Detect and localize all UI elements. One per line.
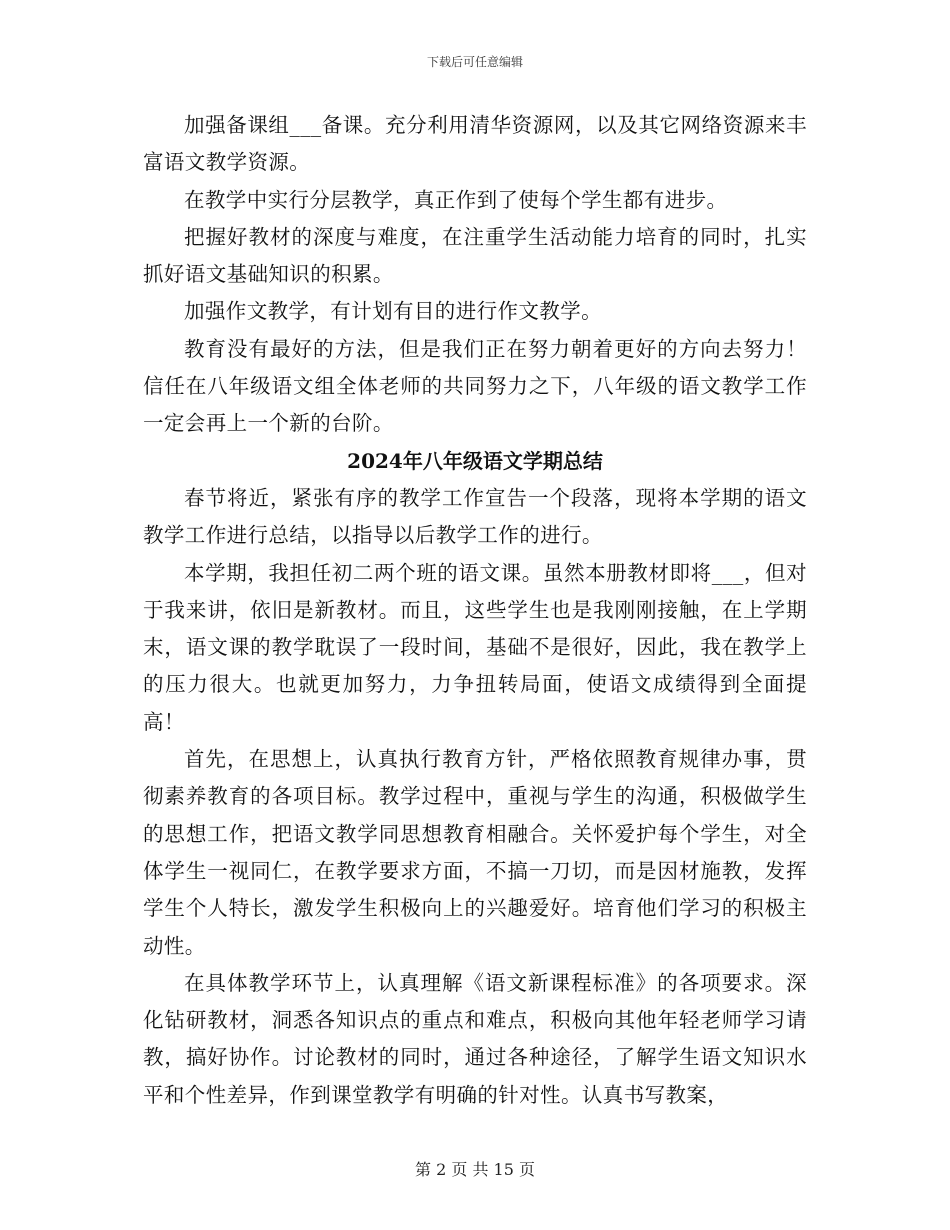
paragraph: 教育没有最好的方法，但是我们正在努力朝着更好的方向去努力！信任在八年级语文组全体老师的共同努力之下，八年级的语文教学工作一定会再上一个新的台阶。 <box>143 336 807 436</box>
paragraph: 春节将近，紧张有序的教学工作宣告一个段落，现将本学期的语文教学工作进行总结，以指导以后教学工作的进行。 <box>143 485 807 548</box>
paragraph: 首先，在思想上，认真执行教育方针，严格依照教育规律办事，贯彻素养教育的各项目标。教学过程中，重视与学生的沟通，积极做学生的思想工作，把语文教学同思想教育相融合。关怀爱护每个学生，对全体学生一视同仁，在教学要求方面，不搞一刀切，而是因材施教，发挥学生个人特长，激发学生积极向上的兴趣爱好。培育他们学习的积极主动性。 <box>143 747 807 958</box>
page-header-note: 下载后可任意编辑 <box>426 55 523 69</box>
paragraph: 把握好教材的深度与难度，在注重学生活动能力培育的同时，扎实抓好语文基础知识的积累。 <box>143 224 807 287</box>
paragraph: 在具体教学环节上，认真理解《语文新课程标准》的各项要求。深化钻研教材，洞悉各知识点的重点和难点，积极向其他年轻老师学习请教，搞好协作。讨论教材的同时，通过各种途径，了解学生语文知识水平和个性差异，作到课堂教学有明确的针对性。认真书写教案， <box>143 970 807 1107</box>
paragraph: 在教学中实行分层教学，真正作到了使每个学生都有进步。 <box>184 187 728 212</box>
paragraph: 本学期，我担任初二两个班的语文课。虽然本册教材即将___，但对于我来讲，依旧是新教材。而且，这些学生也是我刚刚接触，在上学期末，语文课的教学耽误了一段时间，基础不是很好，因此，我在教学上的压力很大。也就更加努力，力争扭转局面，使语文成绩得到全面提高！ <box>143 560 807 734</box>
paragraph: 加强作文教学，有计划有目的进行作文教学。 <box>184 299 602 324</box>
page-number: 第 2 页 共 15 页 <box>415 1160 535 1179</box>
document-body <box>143 107 807 1114</box>
paragraph: 加强备课组___备课。充分利用清华资源网，以及其它网络资源来丰富语文教学资源。 <box>143 113 807 175</box>
section-title: 2024年八年级语文学期总结 <box>347 448 603 473</box>
